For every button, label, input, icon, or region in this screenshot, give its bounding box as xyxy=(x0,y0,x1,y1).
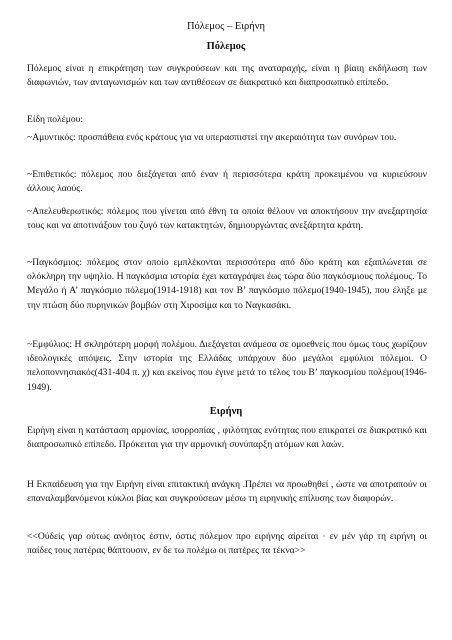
war-type-liberation: ~Απελευθερωτικός: πόλεμος που γίνεται από έθνη τα οποία θέλουν να αποκτήσουν την ανεξαρτησία τους και να αποτινάξουν του ζυγό των κατακτητών, δημιουργώντας ανεξάρτητα κράτη. xyxy=(27,206,427,232)
war-types-label: Είδη πολέμου: xyxy=(27,114,84,125)
peace-quote: <<Ούδείς γαρ ούτως ανόητος έστιν, όστις πόλεμον προ ειρήνης αίρείται · εν μέν γάρ τη ειρήνη οι παίδες τους πατέρας θάπτουσιν, εν δε τω πολέμω οι πατέρες τα τέκνα>> xyxy=(27,531,427,557)
war-heading: Πόλεμος xyxy=(206,41,246,52)
war-type-offensive: ~Επιθετικός: πόλεμος που διεξάγεται από έναν ή περισσότερα κράτη προκειμένου να κυριεύσουν άλλους λαούς. xyxy=(27,169,427,195)
peace-education: Η Εκπαίδευση για την Ειρήνη είναι επιτακτική ανάγκη .Πρέπει να προωθηθεί , ώστε να αποτραπούν οι επαναλαμβανόμενοι κύκλοι βίας και συγκρούσεων μέσω τη ειρηνικής επίλυσης των διαφορών. xyxy=(27,479,427,505)
war-definition: Πόλεμος είναι η επικράτηση των συγκρούσεων και της αναταραχής, είναι η βίαιη εκδήλωση των διαφωνιών, των ανταγωνισμών και των αντιθέσεων σε διακρατικό και διαπροσωπικό επίπεδο. xyxy=(27,63,427,89)
war-type-civil: ~Εμφύλιος: Η σκληρότερη μορφή πολέμου. Διεξάγεται ανάμεσα σε ομοεθνείς που όμως τους χωρίζουν ιδεολογικές απόψεις. Στην ιστορία της Ελλάδας υπάρχουν δύο μεγάλοι εμφύλιοι πόλεμοι. Ο πελοποννησιακός(431-404 π. χ) και εκείνος που έγινε μετά το τέλος του Β’ παγκοσμίου πολέμου(1946-1949). xyxy=(27,339,427,393)
peace-heading: Ειρήνη xyxy=(209,406,243,417)
war-type-defensive: ~Αμυντικός: προσπάθεια ενός κράτους για να υπερασπιστεί την ακεραιότητα των συνόρων του. xyxy=(27,132,397,143)
war-type-world: ~Παγκόσμιος: πόλεμος στον οποίο εμπλέκονται περισσότερα από δύο κράτη και εξαπλώνεται σε ολόκληρη την υψηλίο. Η παγκόσμια ιστορία έχει καταγράψει έως τώρα δύο παγκόσμιους πολέμους. Το Μεγάλο ή Α’ παγκόσμιο πόλεμο(1914-1918) και τον Β’ παγκόσμιο πόλεμο(1940-1945), που έληξε με την πτώση δύο πυρηνικών βομβών στη Χιροσίμα και το Ναγκασάκι. xyxy=(27,257,427,311)
document-title: Πόλεμος – Ειρήνη xyxy=(186,21,266,32)
peace-definition: Ειρήνη είναι η κατάσταση αρμονίας, ισορροπίας , φιλότητας ενότητας που επικρατεί σε διακρατικό και διαπροσωπικό επίπεδο. Πρόκειται για την αρμονική συνύπαρξη ατόμων και λαών. xyxy=(27,425,427,451)
